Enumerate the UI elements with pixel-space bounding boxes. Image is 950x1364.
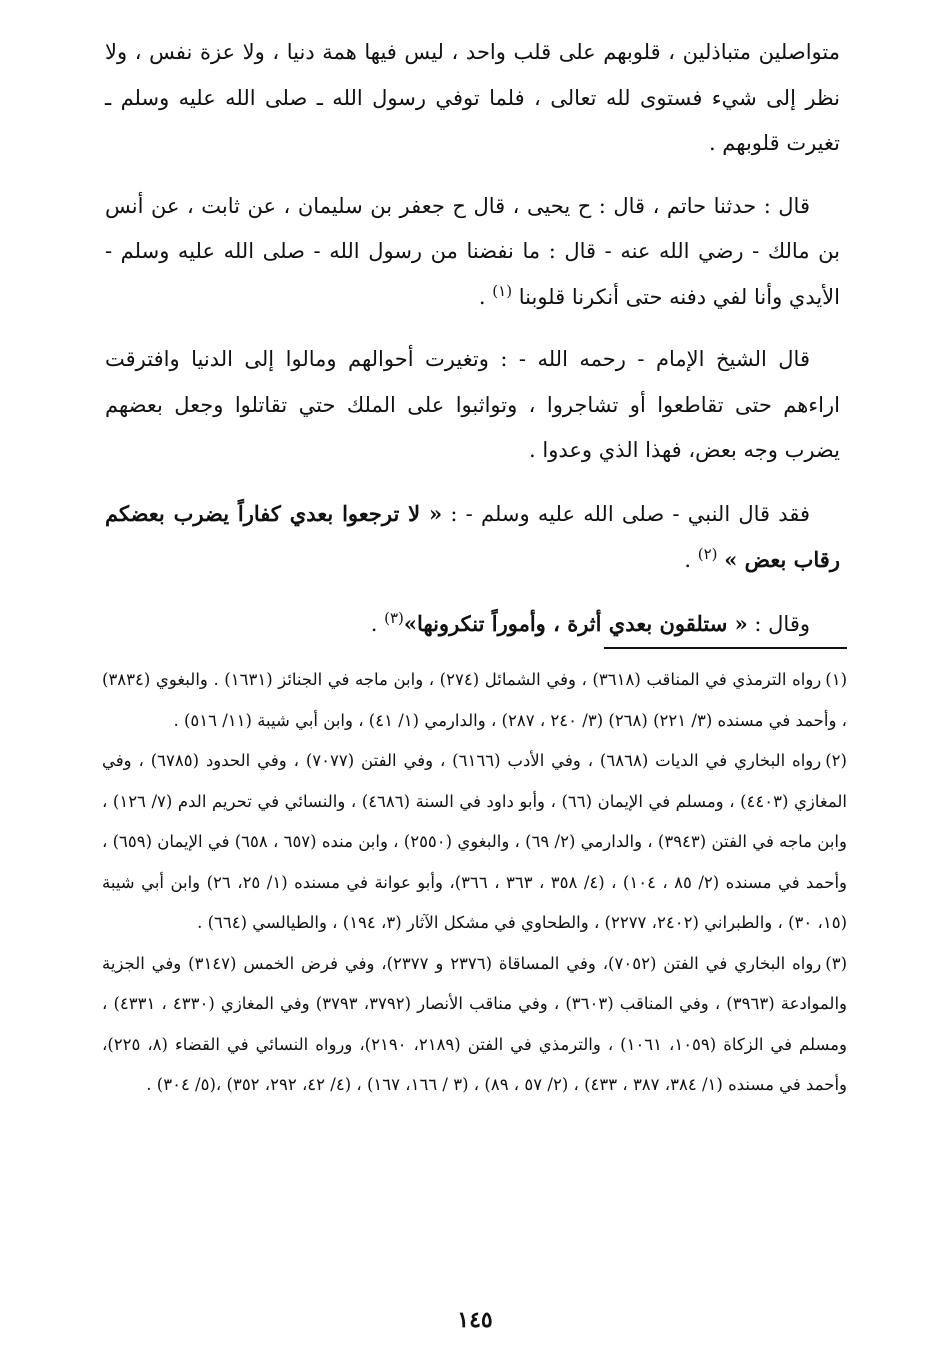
paragraph-4-intro: فقد قال النبي - صلى الله عليه وسلم - : [442, 501, 810, 526]
paragraph-gap [105, 320, 840, 337]
footnote-1 [102, 660, 847, 741]
footnote-text: رواه البخاري في الديات (٦٨٦٨) ، وفي الأدب (٦١٦٦) ، وفي الفتن (٧٠٧٧) ، وفي الحدود (٦٧٨٥) ، وفي المغازي (٤٤٠٣) ، ومسلم في الإيمان (٦٦) ، وأبو داود في السنة (٤٦٨٦) ، والنسائي في تحريم الدم (٧/ ١٢٦) ، وابن ماجه في الفتن (٣٩٤٣) ، والدارمي (٢/ ٦٩) ، والبغوي (٢٥٥٠) ، وابن منده (٦٥٧ ، ٦٥٨) في الإيمان (٦٥٩) ، وأحمد في مسنده (٢/ ٨٥ ، ١٠٤) ، (٤/ ٣٥٨ ، ٣٦٣ ، ٣٦٦)، وأبو عوانة في مسنده (١/ ٢٥، ٢٦) وابن أبي شيبة (١٥، ٣٠) ، والطبراني (٢٤٠٢، ٢٢٧٧) ، والطحاوي في مشكل الآثار (٣، ١٩٤) ، والطيالسي (٦٦٤) . [102, 751, 848, 932]
hadith-quote-1: « لا ترجعوا بعدي كفاراً يضرب بعضكم رقاب بعض » [105, 500, 840, 572]
footnote-number: (٢) [825, 751, 847, 770]
paragraph-gap [105, 474, 840, 491]
paragraph-5-intro: وقال : [747, 611, 810, 636]
footnote-separator [604, 647, 847, 649]
main-text [105, 30, 840, 647]
paragraph-4: فقد قال النبي - صلى الله عليه وسلم - : « لا ترجعوا بعدي كفاراً يضرب بعضكم رقاب بعض » $^{(٢)}$ . [105, 500, 840, 572]
footnote-3 [102, 944, 847, 1106]
footnotes [102, 660, 847, 1106]
page-number: ١٤٥ [457, 1307, 493, 1333]
paragraph-1: متواصلين متباذلين ، قلوبهم على قلب واحد ، ليس فيها همة دنيا ، ولا عزة نفس ، ولا نظر إلى شيء فستوى لله تعالى ، فلما توفي رسول الله ـ صلى الله عليه وسلم ـ تغيرت قلوبهم . [105, 40, 840, 155]
footnote-number: (٣) [825, 953, 848, 973]
footnote-text: رواه البخاري في الفتن (٧٠٥٢)، وفي المساقاة (٢٣٧٦ و ٢٣٧٧)، وفي فرض الخمس (٣١٤٧) وفي الجزية والموادعة (٣٩٦٣) ، وفي المناقب (٣٦٠٣) ، وفي مناقب الأنصار (٣٧٩٢، ٣٧٩٣) وفي المغازي (٤٣٣٠ ، ٤٣٣١) ، ومسلم في الزكاة (١٠٥٩، ١٠٦١) ، والترمذي في الفتن (٢١٨٩، ٢١٩٠)، ورواه النسائي في القضاء (٨، ٢٢٥)، وأحمد في مسنده (١/ ٣٨٤، ٣٨٧ ، ٤٣٣) ، (٢/ ٥٧ ، ٨٩) ، (٣ / ١٦٦، ١٦٧) ، (٤/ ٤٢، ٢٩٢، ٣٥٢) ،(٥/ ٣٠٤) . [102, 953, 848, 1094]
footnote-ref-2[interactable]: (٢) [697, 545, 718, 563]
paragraph-5: وقال : « ستلقون بعدي أثرة ، وأموراً تنكرونها»$^{(٣)}$ . [370, 608, 810, 636]
paragraph-gap [105, 167, 840, 184]
paragraph-gap [105, 584, 840, 601]
paragraph-2-text: قال : حدثنا حاتم ، قال : ح يحيى ، قال ح جعفر بن سليمان ، عن ثابت ، عن أنس بن مالك - رضي الله عنه - قال : ما نفضنا من رسول الله - صلى الله عليه وسلم - الأيدي وأنا لفي دفنه حتى أنكرنا قلوبنا [105, 193, 840, 309]
footnote-ref-1[interactable]: (١) [492, 281, 513, 300]
paragraph-2: قال : حدثنا حاتم ، قال : ح يحيى ، قال ح جعفر بن سليمان ، عن ثابت ، عن أنس بن مالك - رضي الله عنه - قال : ما نفضنا من رسول الله - صلى الله عليه وسلم - الأيدي وأنا لفي دفنه حتى أنكرنا قلوبنا $^{(١)}$ . [105, 193, 840, 309]
hadith-quote-2: « ستلقون بعدي أثرة ، وأموراً تنكرونها» [403, 610, 748, 636]
footnote-number: (١) [825, 670, 848, 689]
footnote-2 [102, 741, 847, 944]
footnote-text: رواه الترمذي في المناقب (٣٦١٨) ، وفي الشمائل (٢٧٤) ، وابن ماجه في الجنائز (١٦٣١) . والبغوي (٣٨٣٤) ، وأحمد في مسنده (٣/ ٢٢١) (٢٦٨) (٣/ ٢٤٠ ، ٢٨٧) ، والدارمي (١/ ٤١) ، وابن أبي شيبة (١١/ ٥١٦) . [102, 670, 847, 730]
paragraph-3: قال الشيخ الإمام - رحمه الله - : وتغيرت أحوالهم ومالوا إلى الدنيا وافترقت اراءهم حتى تقاطعوا أو تشاجروا ، وتواثبوا على الملك حتي تقاتلوا وجعل بعضهم يضرب وجه بعض، فهذا الذي وعدوا . [105, 347, 840, 462]
footnote-ref-3[interactable]: (٣) [384, 608, 404, 627]
